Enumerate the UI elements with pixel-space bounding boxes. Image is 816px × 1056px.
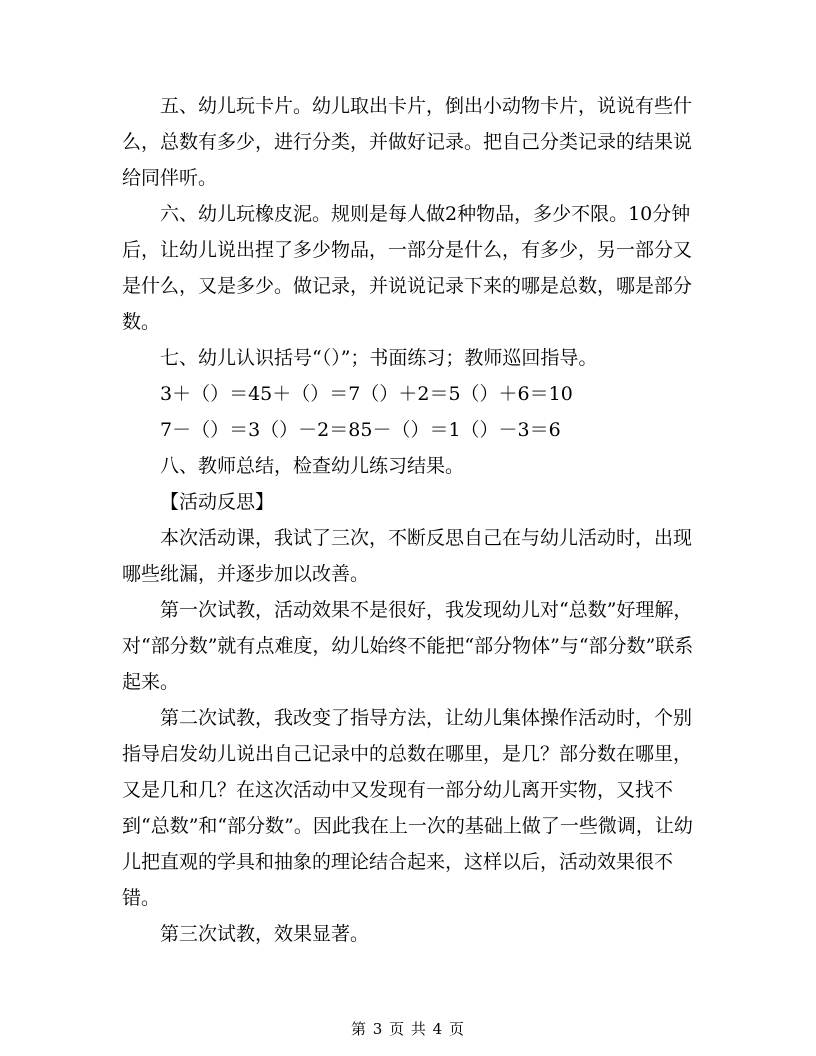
paragraph-activity-6: 六、幼儿玩橡皮泥。规则是每人做2种物品，多少不限。10分钟后，让幼儿说出捏了多少物品，一部分是什么，有多少，另一部分又是什么，又是多少。做记录，并说说记录下来的哪是总数，哪是部分数。 bbox=[122, 203, 693, 333]
paragraph-first-trial: 第一次试教，活动效果不是很好，我发现幼儿对“总数”好理解，对“部分数”就有点难度，幼儿始终不能把“部分物体”与“部分数”联系起来。 bbox=[122, 599, 694, 693]
paragraph-third-trial: 第三次试教，效果显著。 bbox=[160, 923, 370, 945]
document-body bbox=[122, 88, 700, 952]
paragraph-second-trial: 第二次试教，我改变了指导方法，让幼儿集体操作活动时，个别指导启发幼儿说出自己记录中的总数在哪里，是几？部分数在哪里，又是几和几？在这次活动中又发现有一部分幼儿离开实物，又找不到“总数”和“部分数”。因此我在上一次的基础上做了一些微调，让幼儿把直观的学具和抽象的理论结合起来，这样以后，活动效果很不错。 bbox=[122, 707, 693, 909]
section-heading-reflection: 【活动反思】 bbox=[160, 491, 275, 513]
page-number-footer: 第 3 页 共 4 页 bbox=[351, 1020, 465, 1038]
exercise-line-addition: 3＋（）＝45＋（）＝7（）＋2＝5（）＋6＝10 bbox=[160, 383, 573, 405]
paragraph-activity-5: 五、幼儿玩卡片。幼儿取出卡片，倒出小动物卡片，说说有些什么，总数有多少，进行分类，并做好记录。把自己分类记录的结果说给同伴听。 bbox=[122, 95, 693, 189]
paragraph-reflection-intro: 本次活动课，我试了三次，不断反思自己在与幼儿活动时，出现哪些纰漏，并逐步加以改善。 bbox=[122, 527, 693, 585]
exercise-line-subtraction: 7－（）＝3（）－2＝85－（）＝1（）－3＝6 bbox=[160, 419, 561, 441]
paragraph-activity-8: 八、教师总结，检查幼儿练习结果。 bbox=[160, 455, 465, 477]
paragraph-activity-7: 七、幼儿认识括号“（）”；书面练习；教师巡回指导。 bbox=[160, 347, 598, 369]
